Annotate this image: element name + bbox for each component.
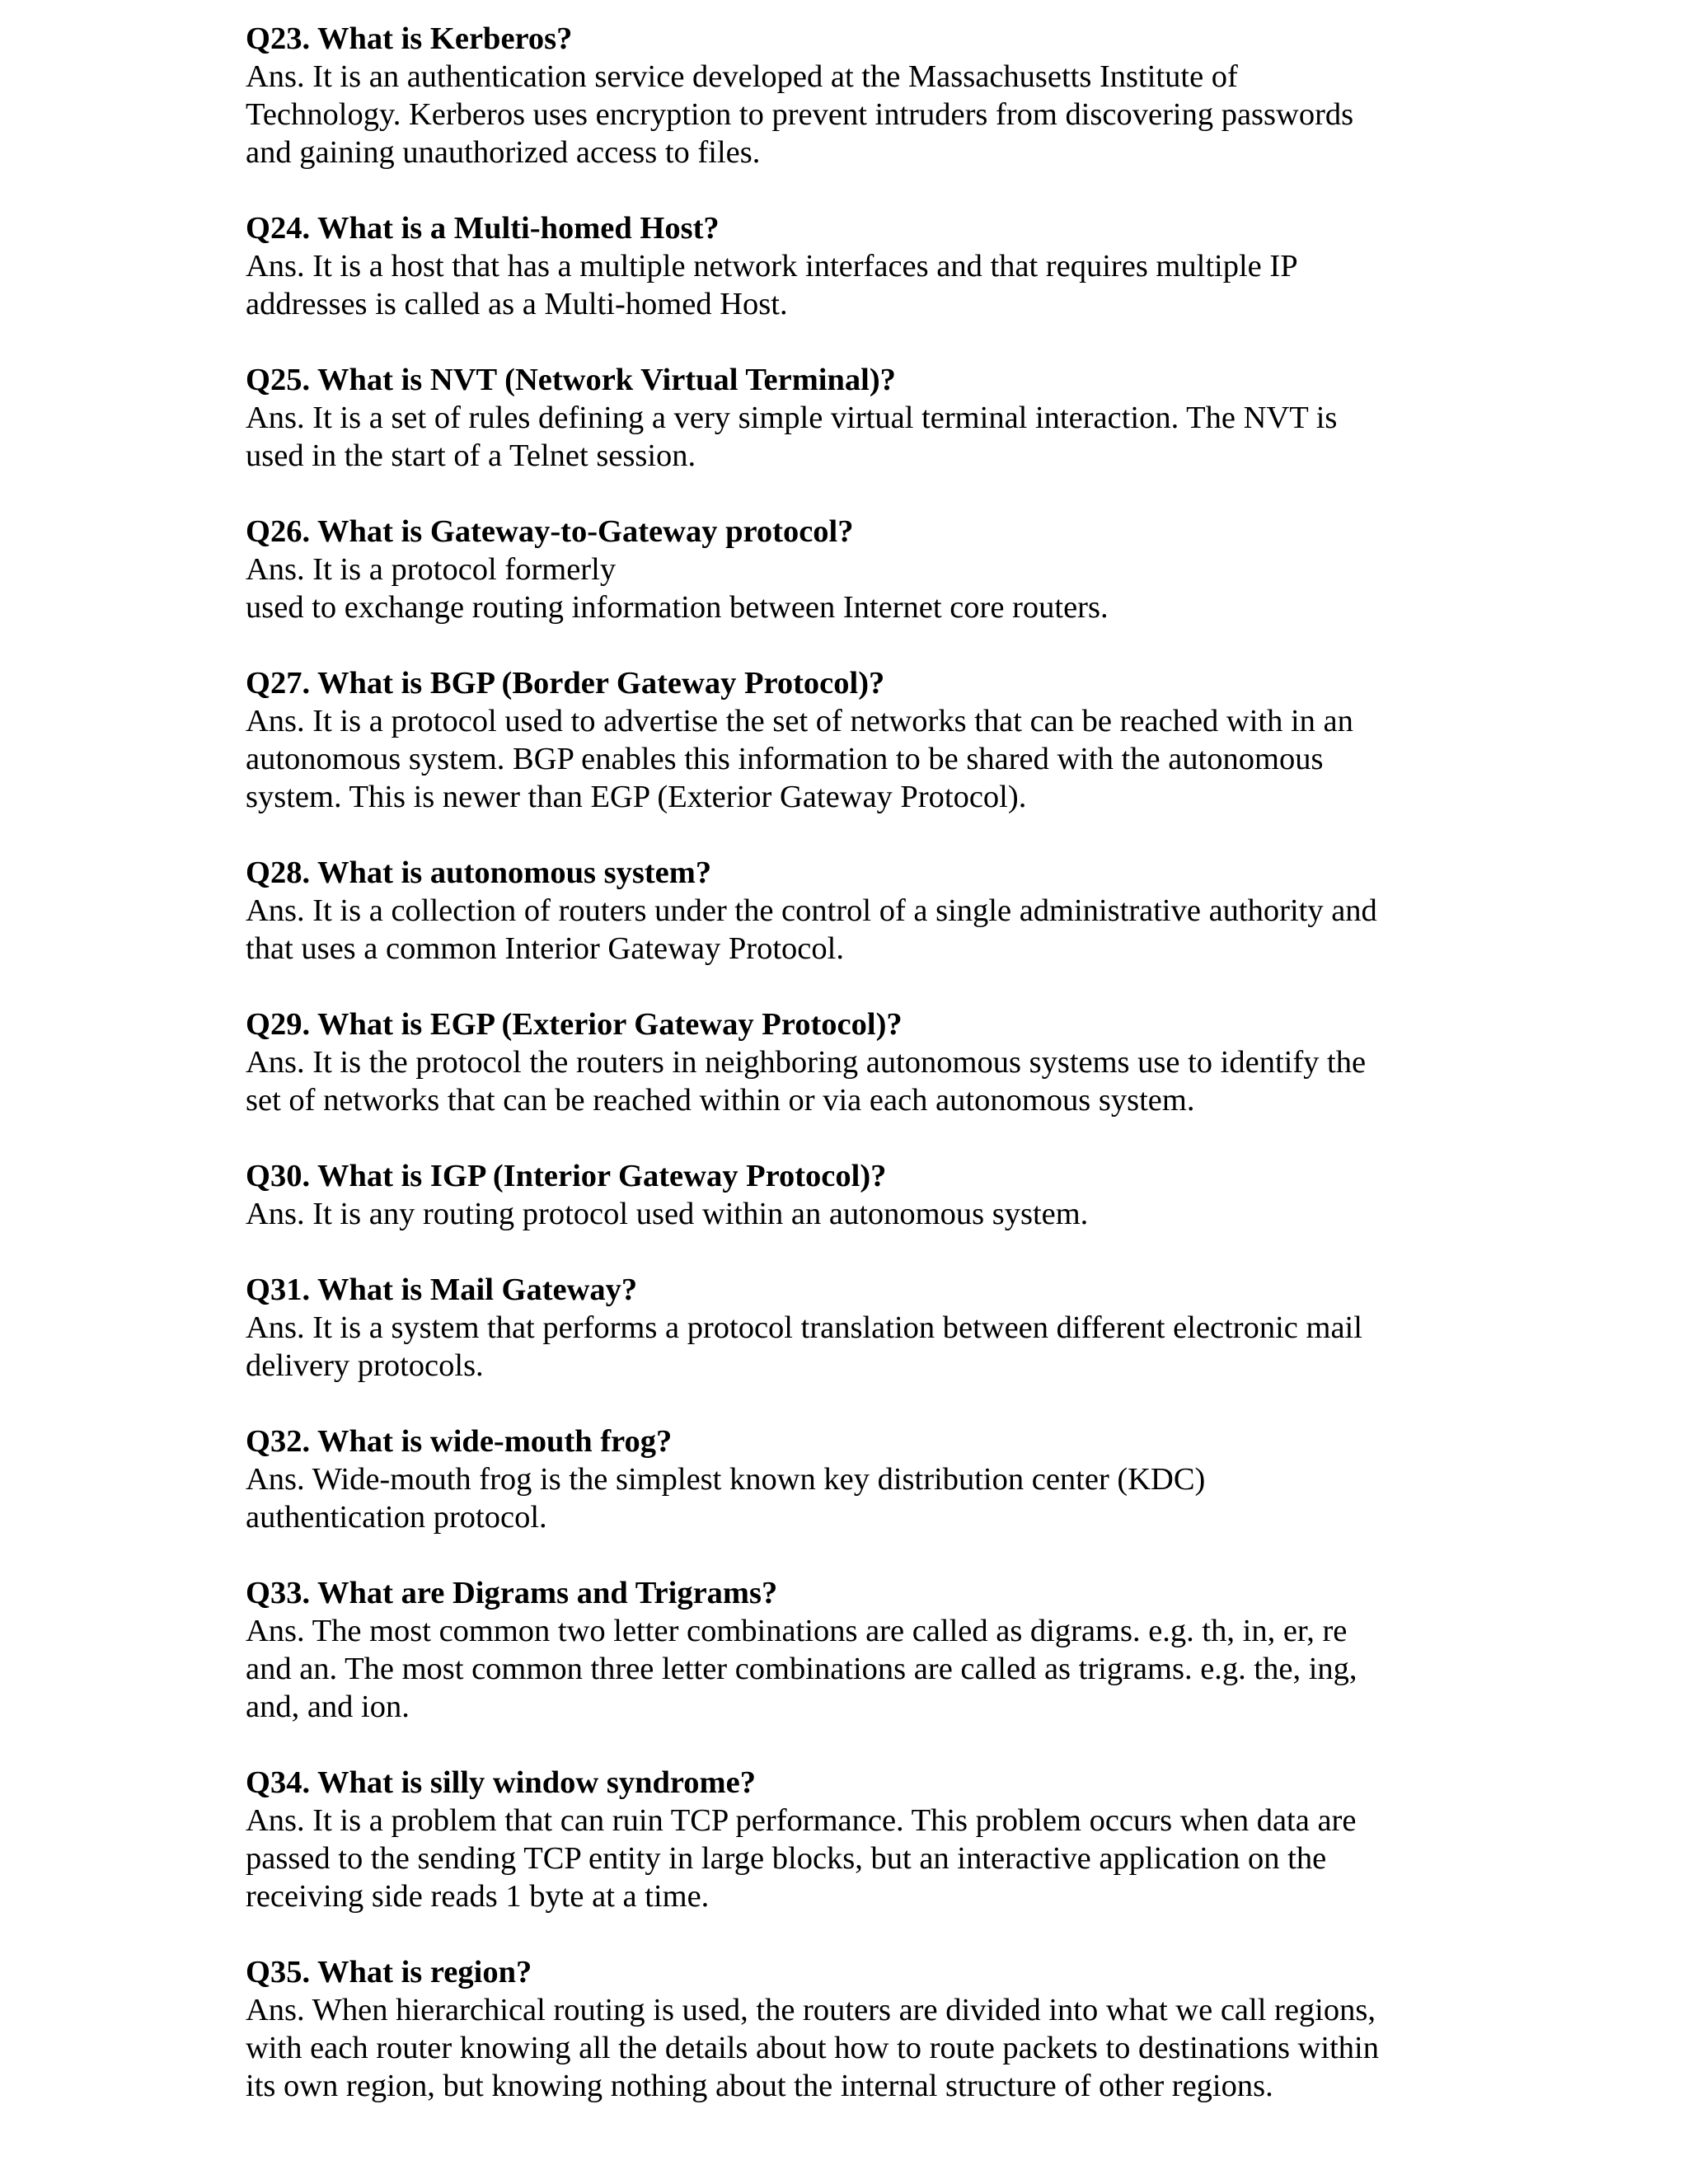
qa-item-23 bbox=[246, 20, 1441, 171]
answer-text: Ans. It is a collection of routers under the control of a single administrative authority and that uses a common Interior Gateway Protocol. bbox=[246, 893, 1377, 966]
question-heading: Q32. What is wide-mouth frog? bbox=[246, 1424, 673, 1459]
answer-text: Ans. The most common two letter combinations are called as digrams. e.g. th, in, er, re and an. The most common three letter combinations are called as trigrams. e.g. the, ing, and, and ion. bbox=[246, 1614, 1357, 1724]
question-heading: Q33. What are Digrams and Trigrams? bbox=[246, 1576, 778, 1610]
qa-item-33 bbox=[246, 1574, 1441, 1726]
question-heading: Q27. What is BGP (Border Gateway Protocol)? bbox=[246, 666, 885, 701]
qa-item-28 bbox=[246, 854, 1441, 968]
answer-text: Ans. It is any routing protocol used within an autonomous system. bbox=[246, 1197, 1089, 1231]
qa-item-32 bbox=[246, 1422, 1441, 1536]
answer-text: Ans. Wide-mouth frog is the simplest known key distribution center (KDC) authentication protocol. bbox=[246, 1462, 1206, 1535]
answer-text: Ans. It is a protocol used to advertise the set of networks that can be reached with in an autonomous system. BGP enables this information to be shared with the autonomous system. This is newer than EGP (Exterior Gateway Protocol). bbox=[246, 704, 1353, 814]
qa-item-30 bbox=[246, 1157, 1441, 1233]
qa-item-26 bbox=[246, 513, 1441, 626]
answer-text: Ans. It is an authentication service developed at the Massachusetts Institute of Technology. Kerberos uses encryption to prevent intruders from discovering passwords and gaining unauthorized access to files. bbox=[246, 59, 1354, 170]
qa-item-25 bbox=[246, 361, 1441, 475]
question-heading: Q35. What is region? bbox=[246, 1955, 532, 1990]
question-heading: Q29. What is EGP (Exterior Gateway Protocol)? bbox=[246, 1007, 903, 1042]
qa-item-31 bbox=[246, 1271, 1441, 1385]
answer-text: Ans. It is a problem that can ruin TCP performance. This problem occurs when data are passed to the sending TCP entity in large blocks, but an interactive application on the receiving side reads 1 byte at a time. bbox=[246, 1803, 1357, 1914]
qa-item-34 bbox=[246, 1764, 1441, 1915]
answer-text: Ans. It is the protocol the routers in neighboring autonomous systems use to identify the set of networks that can be reached within or via each autonomous system. bbox=[246, 1045, 1367, 1118]
answer-text: Ans. It is a host that has a multiple network interfaces and that requires multiple IP addresses is called as a Multi-homed Host. bbox=[246, 249, 1298, 321]
qa-item-27 bbox=[246, 664, 1441, 816]
question-heading: Q23. What is Kerberos? bbox=[246, 21, 573, 56]
qa-item-35 bbox=[246, 1953, 1441, 2105]
question-heading: Q31. What is Mail Gateway? bbox=[246, 1272, 638, 1307]
answer-text: Ans. It is a protocol formerly used to exchange routing information between Internet core routers. bbox=[246, 552, 1109, 625]
answer-text: Ans. When hierarchical routing is used, the routers are divided into what we call regions, with each router knowing all the details about how to route packets to destinations within its own region, but knowing nothing about the internal structure of other regions. bbox=[246, 1993, 1380, 2103]
question-heading: Q24. What is a Multi-homed Host? bbox=[246, 211, 720, 246]
document-page bbox=[246, 20, 1441, 2143]
qa-item-24 bbox=[246, 209, 1441, 323]
question-heading: Q25. What is NVT (Network Virtual Terminal)? bbox=[246, 363, 896, 397]
question-heading: Q30. What is IGP (Interior Gateway Protocol)? bbox=[246, 1159, 887, 1193]
qa-item-29 bbox=[246, 1005, 1441, 1119]
question-heading: Q28. What is autonomous system? bbox=[246, 855, 712, 890]
answer-text: Ans. It is a set of rules defining a very simple virtual terminal interaction. The NVT is used in the start of a Telnet session. bbox=[246, 401, 1338, 473]
question-heading: Q34. What is silly window syndrome? bbox=[246, 1765, 756, 1800]
answer-text: Ans. It is a system that performs a protocol translation between different electronic mail delivery protocols. bbox=[246, 1310, 1362, 1383]
question-heading: Q26. What is Gateway-to-Gateway protocol? bbox=[246, 514, 854, 549]
